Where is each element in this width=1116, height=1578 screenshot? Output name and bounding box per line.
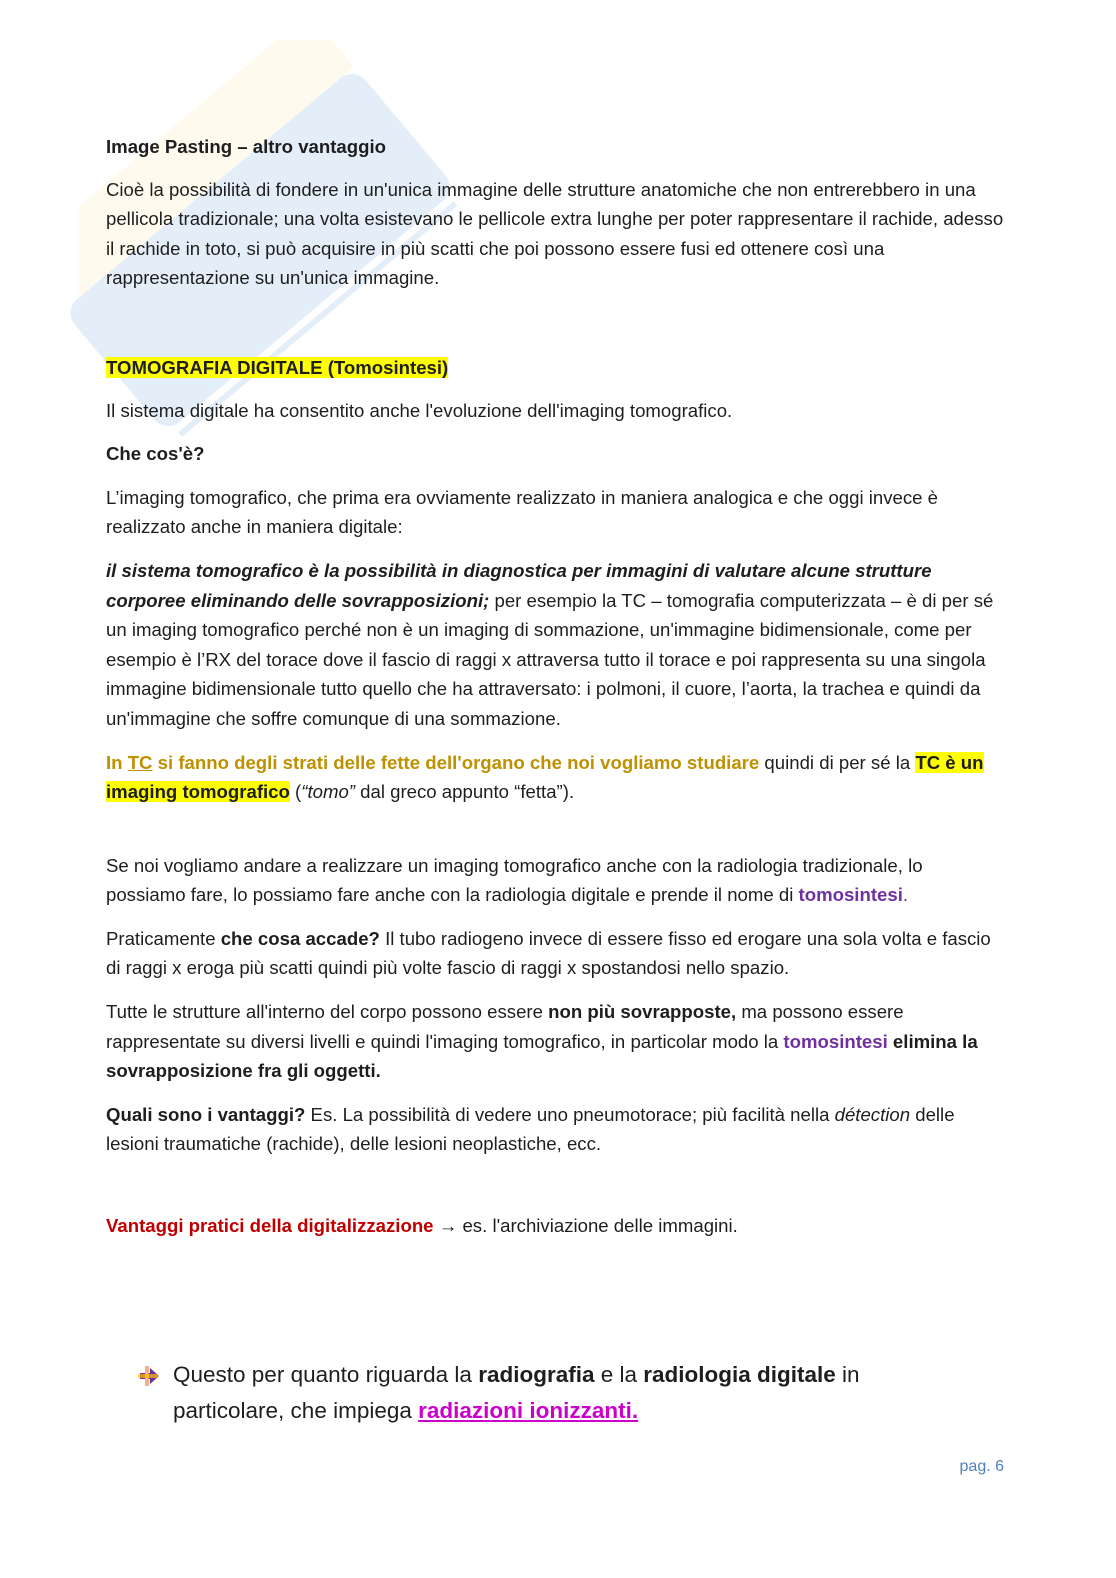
document-body [106, 132, 1006, 1255]
paragraph-tc: In TC si fanno degli strati delle fette dell'organo che noi vogliamo studiare quindi di per sé la TC è un imaging tomografico (“tomo” dal greco appunto “fetta”). [106, 751, 984, 803]
section-heading-image-pasting: Image Pasting – altro vantaggio [106, 136, 387, 157]
tomosintesi-term: tomosintesi [783, 1030, 888, 1052]
tc-term: TC [127, 751, 153, 773]
paragraph-definizione: il sistema tomografico è la possibilità in diagnostica per immagini di valutare alcune strutture corporee eliminando delle sovrapposizioni; per esempio la TC – tomografia computerizzata – è di per sé un imaging tomografico perché non è un imaging di sommazione, un'immagine bidimensionale, come per esempio è l’RX del torace dove il fascio di raggi x attraversa tutto il torace e poi rappresenta su una singola immagine bidimensionale tutto quello che ha attraversato: i polmoni, il cuore, l’aorta, la trachea e quindi da un'immagine che soffre comunque di una sommazione. [106, 559, 994, 729]
question-che-cose: Che cos'è? [106, 443, 205, 465]
page-number: pag. 6 [959, 1458, 1004, 1475]
paragraph-image-pasting: Cioè la possibilità di fondere in un'unica immagine delle strutture anatomiche che non entrerebbero in una pellicola tradizionale; una volta esistevano le pellicole extra lunghe per poter rappresentare il rachide, adesso il rachide in toto, si può acquisire in più scatti che poi possono essere fusi ed ottenere così una rappresentazione su un'unica immagine. [106, 178, 1004, 289]
tomosintesi-term: tomosintesi [798, 884, 903, 906]
paragraph-vantaggi: Quali sono i vantaggi? Es. La possibilità di vedere uno pneumotorace; più facilità nella détection delle lesioni traumatiche (rachide), delle lesioni neoplastiche, ecc. [106, 1103, 955, 1155]
bullet-text: Questo per quanto riguarda la radiografia e la radiologia digitale in particolare, che impiega radiazioni ionizzanti. [173, 1362, 860, 1423]
definition-text: il sistema tomografico è la possibilità in diagnostica per immagini di valutare alcune strutture corporee eliminando delle sovrapposizioni; [106, 559, 932, 611]
bullet-arrow-icon [138, 1365, 160, 1387]
paragraph-strutture: Tutte le strutture all'interno del corpo possono essere non più sovrapposte, ma possono essere rappresentate su diversi livelli e quindi l'imaging tomografico, in particolar modo la tomosintesi elimina la sovrapposizione fra gli oggetti. [106, 1001, 978, 1082]
paragraph-vantaggi-pratici: Vantaggi pratici della digitalizzazione → es. l'archiviazione delle immagini. [106, 1215, 738, 1237]
paragraph-che-cosa-accade: Praticamente che cosa accade? Il tubo radiogeno invece di essere fisso ed erogare una sola volta e fascio di raggi x eroga più scatti quindi più volte fascio di raggi x spostandosi nello spazio. [106, 927, 991, 979]
paragraph-tomosintesi: Se noi vogliamo andare a realizzare un imaging tomografico anche con la radiologia tradizionale, lo possiamo fare, lo possiamo fare anche con la radiologia digitale e prende il nome di tomosintesi. [106, 854, 923, 906]
arrow-icon: → [433, 1215, 463, 1237]
radiazioni-ionizzanti-link[interactable]: radiazioni ionizzanti. [418, 1398, 639, 1423]
paragraph-sistema-digitale: Il sistema digitale ha consentito anche l'evoluzione dell'imaging tomografico. [106, 399, 733, 421]
paragraph-imaging-tomografico: L’imaging tomografico, che prima era ovviamente realizzato in maniera analogica e che oggi invece è realizzato anche in maniera digitale: [106, 486, 939, 538]
section-heading-tomografia: TOMOGRAFIA DIGITALE (Tomosintesi) [106, 356, 449, 378]
tc-highlight: TC è un imaging tomografico [106, 751, 984, 803]
